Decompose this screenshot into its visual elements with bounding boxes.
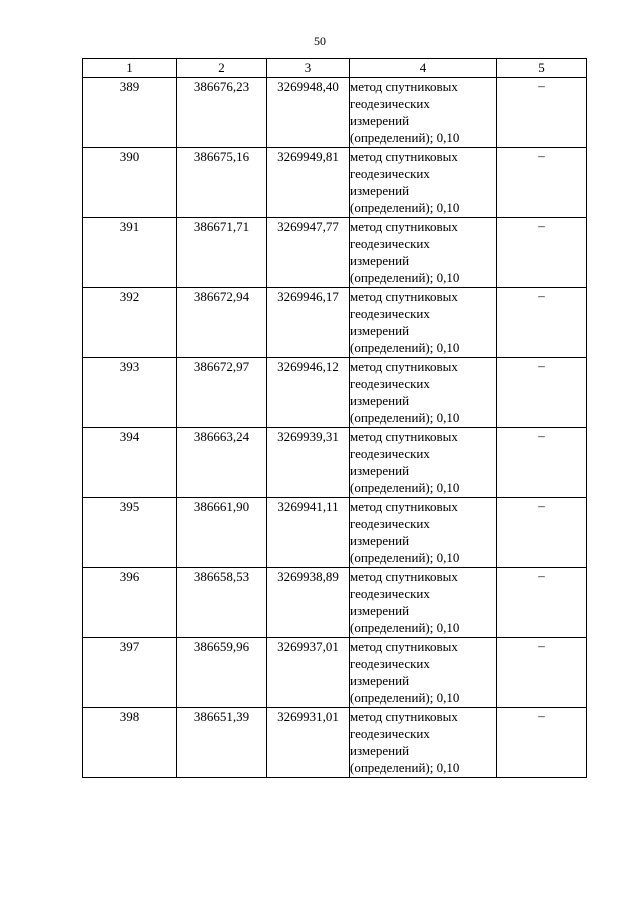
table-row — [83, 218, 587, 288]
header-row — [83, 59, 587, 78]
coordinates-table — [82, 58, 587, 778]
method-line-3: измерений — [350, 323, 410, 338]
method-line-3: измерений — [350, 113, 410, 128]
method-line-1: метод спутниковых — [350, 639, 458, 654]
method-line-2: геодезических — [350, 166, 430, 181]
method-line-2: геодезических — [350, 376, 430, 391]
method-line-4: (определений); 0,10 — [350, 410, 460, 425]
method-line-4: (определений); 0,10 — [350, 200, 460, 215]
method-cell — [350, 638, 497, 708]
y-coordinate-cell: 3269938,89 — [267, 568, 350, 638]
table-row — [83, 498, 587, 568]
col5-cell: – — [497, 708, 587, 778]
point-number-cell: 390 — [83, 148, 177, 218]
col5-cell: – — [497, 358, 587, 428]
method-line-3: измерений — [350, 183, 410, 198]
table-row — [83, 708, 587, 778]
method-line-2: геодезических — [350, 516, 430, 531]
x-coordinate-cell: 386659,96 — [177, 638, 267, 708]
col5-cell: – — [497, 148, 587, 218]
point-number-cell: 393 — [83, 358, 177, 428]
method-line-3: измерений — [350, 463, 410, 478]
col5-cell: – — [497, 288, 587, 358]
method-line-2: геодезических — [350, 306, 430, 321]
method-line-1: метод спутниковых — [350, 219, 458, 234]
header-col-1: 1 — [83, 59, 177, 78]
point-number-cell: 395 — [83, 498, 177, 568]
table-row — [83, 428, 587, 498]
table-row — [83, 638, 587, 708]
col5-cell: – — [497, 498, 587, 568]
point-number-cell: 389 — [83, 78, 177, 148]
method-line-1: метод спутниковых — [350, 79, 458, 94]
method-cell — [350, 218, 497, 288]
x-coordinate-cell: 386672,94 — [177, 288, 267, 358]
method-line-1: метод спутниковых — [350, 149, 458, 164]
method-cell — [350, 78, 497, 148]
x-coordinate-cell: 386651,39 — [177, 708, 267, 778]
x-coordinate-cell: 386661,90 — [177, 498, 267, 568]
y-coordinate-cell: 3269947,77 — [267, 218, 350, 288]
method-line-4: (определений); 0,10 — [350, 690, 460, 705]
method-line-1: метод спутниковых — [350, 709, 458, 724]
method-line-1: метод спутниковых — [350, 429, 458, 444]
col5-cell: – — [497, 428, 587, 498]
method-line-3: измерений — [350, 253, 410, 268]
method-cell — [350, 428, 497, 498]
table-row — [83, 78, 587, 148]
col5-cell: – — [497, 638, 587, 708]
header-col-3: 3 — [267, 59, 350, 78]
y-coordinate-cell: 3269948,40 — [267, 78, 350, 148]
method-line-2: геодезических — [350, 446, 430, 461]
x-coordinate-cell: 386672,97 — [177, 358, 267, 428]
table-body — [83, 78, 587, 778]
x-coordinate-cell: 386675,16 — [177, 148, 267, 218]
method-line-2: геодезических — [350, 656, 430, 671]
method-line-4: (определений); 0,10 — [350, 340, 460, 355]
point-number-cell: 397 — [83, 638, 177, 708]
point-number-cell: 398 — [83, 708, 177, 778]
method-line-2: геодезических — [350, 236, 430, 251]
method-line-4: (определений); 0,10 — [350, 270, 460, 285]
method-line-1: метод спутниковых — [350, 359, 458, 374]
method-line-2: геодезических — [350, 96, 430, 111]
y-coordinate-cell: 3269946,12 — [267, 358, 350, 428]
method-cell — [350, 568, 497, 638]
method-cell — [350, 148, 497, 218]
x-coordinate-cell: 386676,23 — [177, 78, 267, 148]
col5-cell: – — [497, 568, 587, 638]
method-line-2: геодезических — [350, 726, 430, 741]
col5-cell: – — [497, 78, 587, 148]
method-cell — [350, 708, 497, 778]
y-coordinate-cell: 3269946,17 — [267, 288, 350, 358]
method-line-3: измерений — [350, 533, 410, 548]
point-number-cell: 392 — [83, 288, 177, 358]
method-line-4: (определений); 0,10 — [350, 760, 460, 775]
x-coordinate-cell: 386658,53 — [177, 568, 267, 638]
method-line-3: измерений — [350, 743, 410, 758]
method-line-4: (определений); 0,10 — [350, 130, 460, 145]
method-cell — [350, 288, 497, 358]
header-col-4: 4 — [350, 59, 497, 78]
table-row — [83, 358, 587, 428]
method-line-1: метод спутниковых — [350, 569, 458, 584]
page-number: 50 — [314, 34, 326, 48]
y-coordinate-cell: 3269949,81 — [267, 148, 350, 218]
method-line-1: метод спутниковых — [350, 289, 458, 304]
y-coordinate-cell: 3269931,01 — [267, 708, 350, 778]
col5-cell: – — [497, 218, 587, 288]
table-row — [83, 288, 587, 358]
point-number-cell: 391 — [83, 218, 177, 288]
point-number-cell: 394 — [83, 428, 177, 498]
point-number-cell: 396 — [83, 568, 177, 638]
x-coordinate-cell: 386663,24 — [177, 428, 267, 498]
method-line-1: метод спутниковых — [350, 499, 458, 514]
x-coordinate-cell: 386671,71 — [177, 218, 267, 288]
method-line-3: измерений — [350, 603, 410, 618]
table-row — [83, 568, 587, 638]
y-coordinate-cell: 3269937,01 — [267, 638, 350, 708]
method-line-3: измерений — [350, 393, 410, 408]
y-coordinate-cell: 3269941,11 — [267, 498, 350, 568]
method-cell — [350, 358, 497, 428]
table-header — [83, 59, 587, 78]
method-line-4: (определений); 0,10 — [350, 550, 460, 565]
method-line-3: измерений — [350, 673, 410, 688]
header-col-2: 2 — [177, 59, 267, 78]
method-line-4: (определений); 0,10 — [350, 620, 460, 635]
y-coordinate-cell: 3269939,31 — [267, 428, 350, 498]
header-col-5: 5 — [497, 59, 587, 78]
table-row — [83, 148, 587, 218]
method-line-4: (определений); 0,10 — [350, 480, 460, 495]
method-line-2: геодезических — [350, 586, 430, 601]
method-cell — [350, 498, 497, 568]
